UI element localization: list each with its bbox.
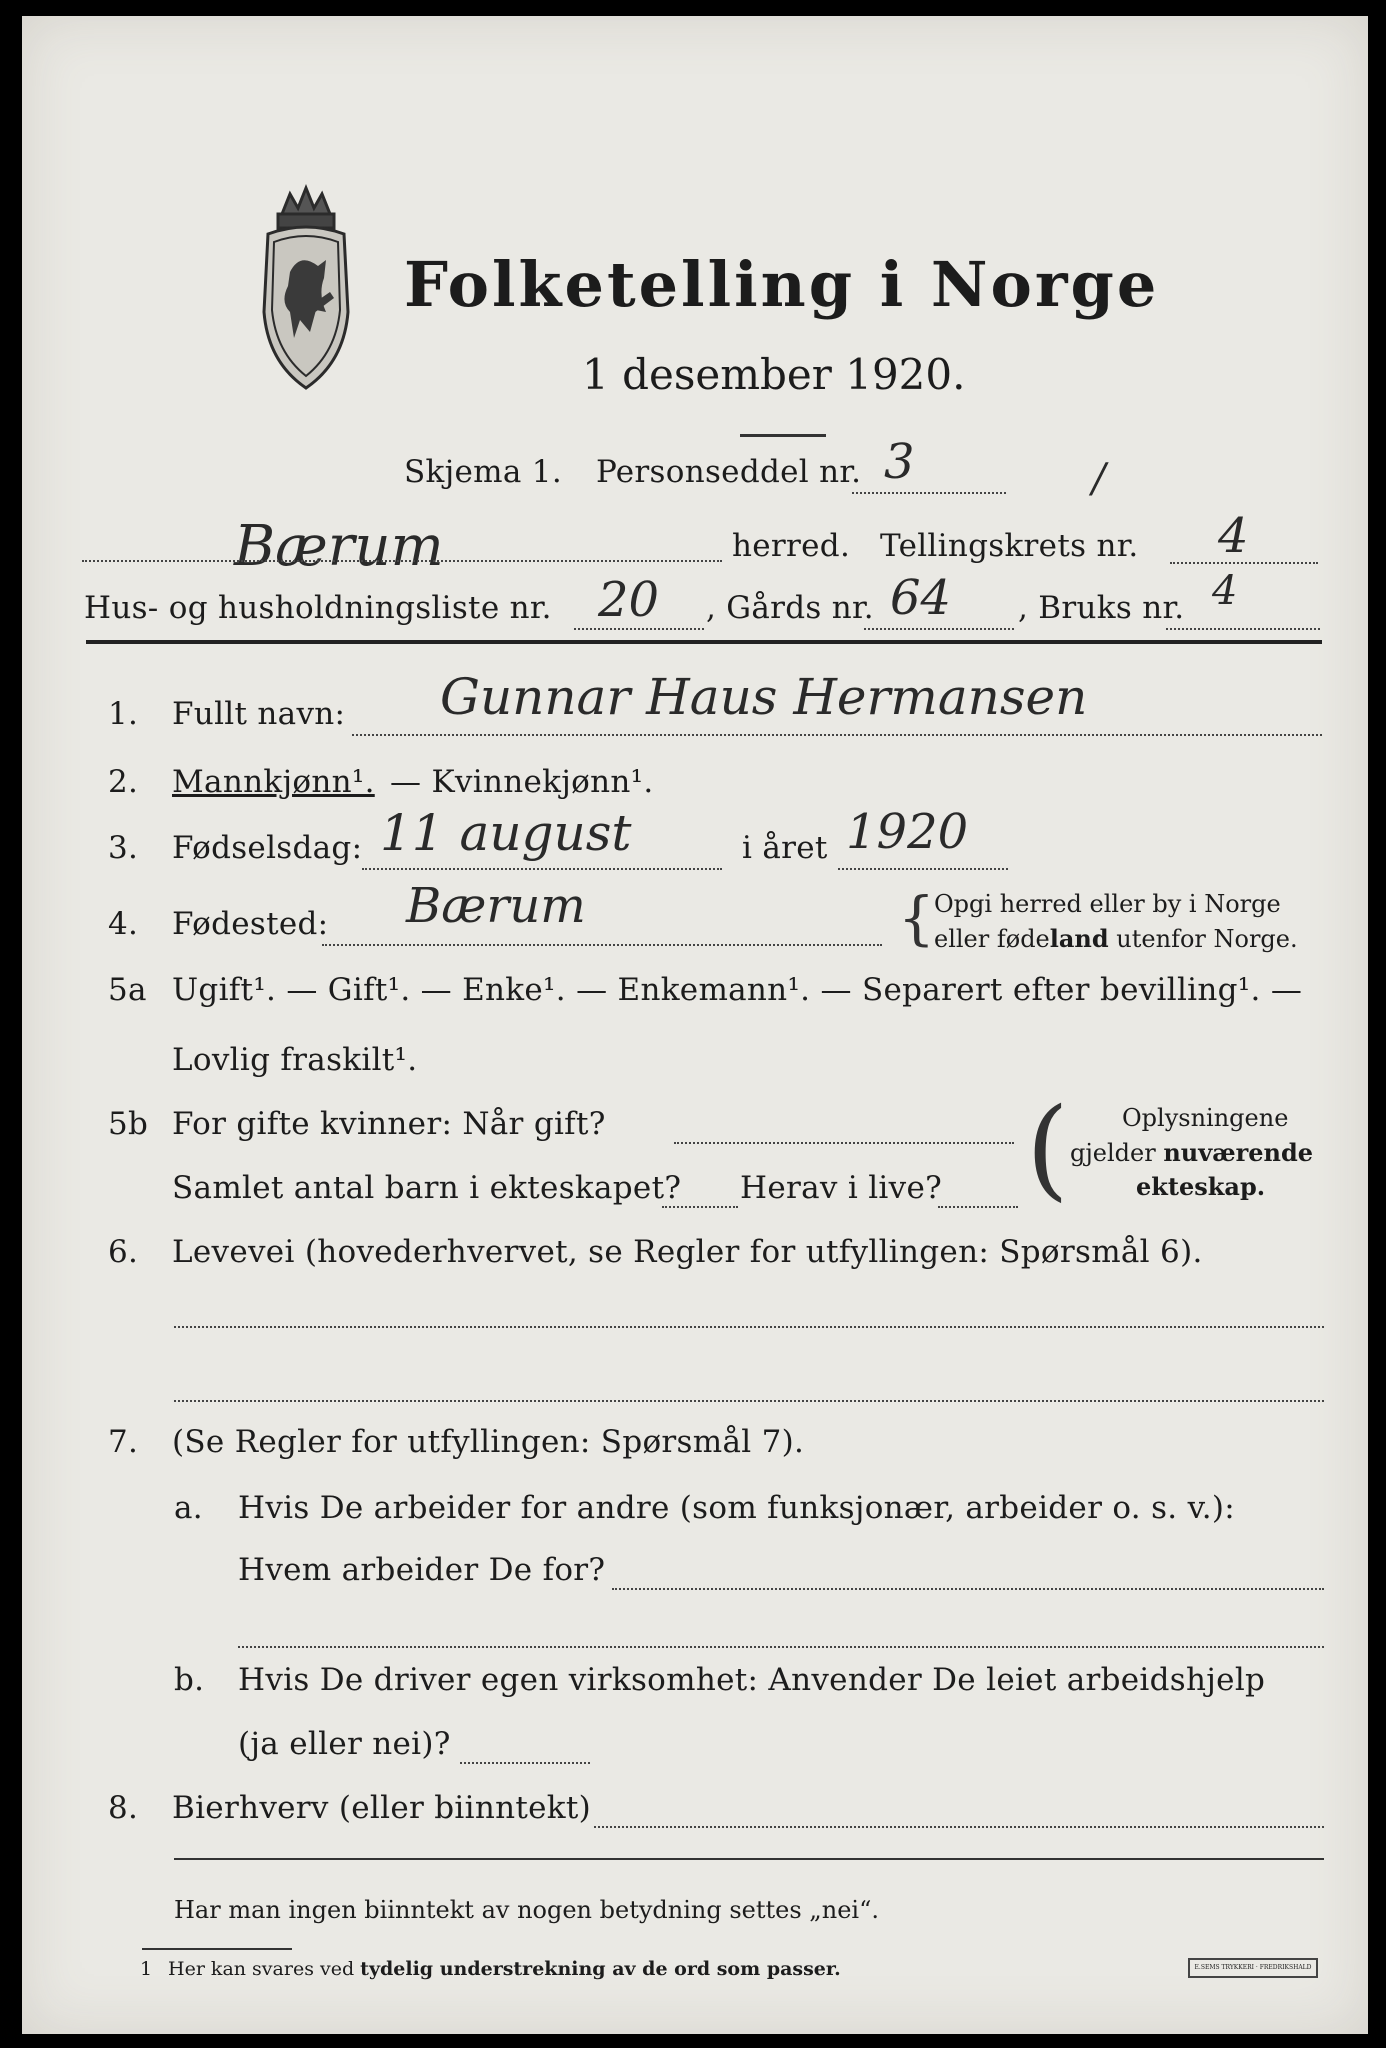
q5b-note-line2: gjelder nuværende — [1070, 1138, 1314, 1167]
q3-year-field-line — [838, 868, 1008, 870]
hus-value: 20 — [598, 572, 660, 628]
q5b-children-field-line — [662, 1206, 738, 1208]
bruks-value: 4 — [1212, 568, 1238, 614]
header-rule — [86, 640, 1322, 644]
footer-note: Har man ingen biinntekt av nogen betydning settes „nei“. — [174, 1896, 879, 1924]
q4-number: 4. — [108, 906, 139, 942]
q7a-label: Hvis De arbeider for andre (som funksjonær, arbeider o. s. v.): — [238, 1490, 1236, 1526]
personseddel-value: 3 — [884, 434, 915, 490]
q5b-note-line1: Oplysningene — [1122, 1104, 1289, 1132]
q6-field-line-1 — [174, 1326, 1324, 1328]
q5b-alive-label: Herav i live? — [740, 1170, 943, 1206]
tellingskrets-label: Tellingskrets nr. — [880, 528, 1139, 564]
q7-number: 7. — [108, 1424, 139, 1460]
q2-male-option: Mannkjønn¹. — [172, 764, 375, 800]
norwegian-coat-of-arms-icon — [240, 182, 372, 398]
q1-number: 1. — [108, 696, 139, 732]
q5b-note-line3: ekteskap. — [1136, 1172, 1266, 1201]
q5b-number: 5b — [108, 1106, 149, 1142]
herred-label: herred. — [732, 528, 851, 564]
q5b-when-married: For gifte kvinner: Når gift? — [172, 1106, 606, 1142]
q5b-children-label: Samlet antal barn i ekteskapet? — [172, 1170, 682, 1206]
personseddel-label: Personseddel nr. — [596, 454, 862, 490]
q4-note-line2: eller fødeland utenfor Norge. — [934, 924, 1298, 953]
footnote-divider — [142, 1948, 292, 1950]
q8-field-line — [594, 1826, 1324, 1828]
hus-label: Hus- og husholdningsliste nr. — [84, 590, 552, 626]
q6-label: Levevei (hovederhvervet, se Regler for utfyllingen: Spørsmål 6). — [172, 1234, 1203, 1270]
census-date: 1 desember 1920. — [582, 350, 966, 399]
q5b-alive-field-line — [938, 1206, 1018, 1208]
tellingskrets-value: 4 — [1218, 508, 1249, 564]
q5b-when-field-line — [674, 1142, 1014, 1144]
q3-number: 3. — [108, 830, 139, 866]
q7a-employer-field-line — [612, 1588, 1324, 1590]
title-divider — [740, 434, 826, 437]
q4-field-line — [322, 944, 882, 946]
q3-year-value: 1920 — [846, 804, 969, 860]
personseddel-field-line — [852, 492, 1006, 494]
q3-year-label: i året — [742, 830, 828, 866]
census-form-page — [22, 16, 1368, 2034]
q8-label: Bierhverv (eller biinntekt) — [172, 1790, 592, 1826]
q6-number: 6. — [108, 1234, 139, 1270]
bruks-label: , Bruks nr. — [1018, 590, 1185, 626]
printer-stamp: E.SEMS TRYKKERI · FREDRIKSHALD — [1188, 1958, 1318, 1978]
herred-field-line — [82, 560, 722, 562]
q7a-employer-field-line-2 — [238, 1646, 1324, 1648]
q7a-letter: a. — [174, 1490, 203, 1526]
hus-field-line — [574, 628, 704, 630]
q3-label: Fødselsdag: — [172, 830, 363, 866]
q1-label: Fullt navn: — [172, 696, 346, 732]
q4-label: Fødested: — [172, 906, 329, 942]
q1-value: Gunnar Haus Hermansen — [440, 668, 1088, 726]
schema-label: Skjema 1. — [404, 454, 562, 490]
form-title: Folketelling i Norge — [404, 248, 1160, 321]
q7b-letter: b. — [174, 1662, 205, 1698]
q1-field-line — [352, 734, 1322, 736]
gards-label: , Gårds nr. — [706, 590, 874, 626]
herred-value: Bærum — [234, 514, 444, 579]
q7a-employer-label: Hvem arbeider De for? — [238, 1552, 606, 1588]
q2-female-option: — Kvinnekjønn¹. — [390, 764, 654, 800]
stray-mark: / — [1092, 456, 1106, 502]
q3-value: 11 august — [380, 804, 632, 862]
q8-number: 8. — [108, 1790, 139, 1826]
q5a-options-cont: Lovlig fraskilt¹. — [172, 1042, 418, 1078]
q7b-label: Hvis De driver egen virksomhet: Anvender De leiet arbeidshjelp — [238, 1662, 1266, 1698]
q7-label: (Se Regler for utfyllingen: Spørsmål 7). — [172, 1424, 805, 1460]
q7b-help-field-line — [460, 1762, 590, 1764]
q3-field-line — [362, 868, 722, 870]
footnote-number: 1 — [140, 1958, 153, 1980]
gards-field-line — [864, 628, 1014, 630]
q5b-note-paren: ( — [1026, 1084, 1069, 1212]
gards-value: 64 — [890, 570, 952, 626]
q2-number: 2. — [108, 764, 139, 800]
q4-note-line1: Opgi herred eller by i Norge — [934, 890, 1281, 918]
q6-field-line-2 — [174, 1400, 1324, 1402]
q5a-options: Ugift¹. — Gift¹. — Enke¹. — Enkemann¹. — Separert efter bevilling¹. — — [172, 972, 1303, 1008]
bruks-field-line — [1166, 628, 1320, 630]
q8-rule — [174, 1858, 1324, 1860]
q4-note-brace: { — [898, 884, 935, 952]
q7b-help-label: (ja eller nei)? — [238, 1726, 451, 1762]
q4-value: Bærum — [406, 878, 586, 934]
q5a-number: 5a — [108, 972, 147, 1008]
footnote-text: Her kan svares ved tydelig understrekning av de ord som passer. — [168, 1958, 841, 1980]
